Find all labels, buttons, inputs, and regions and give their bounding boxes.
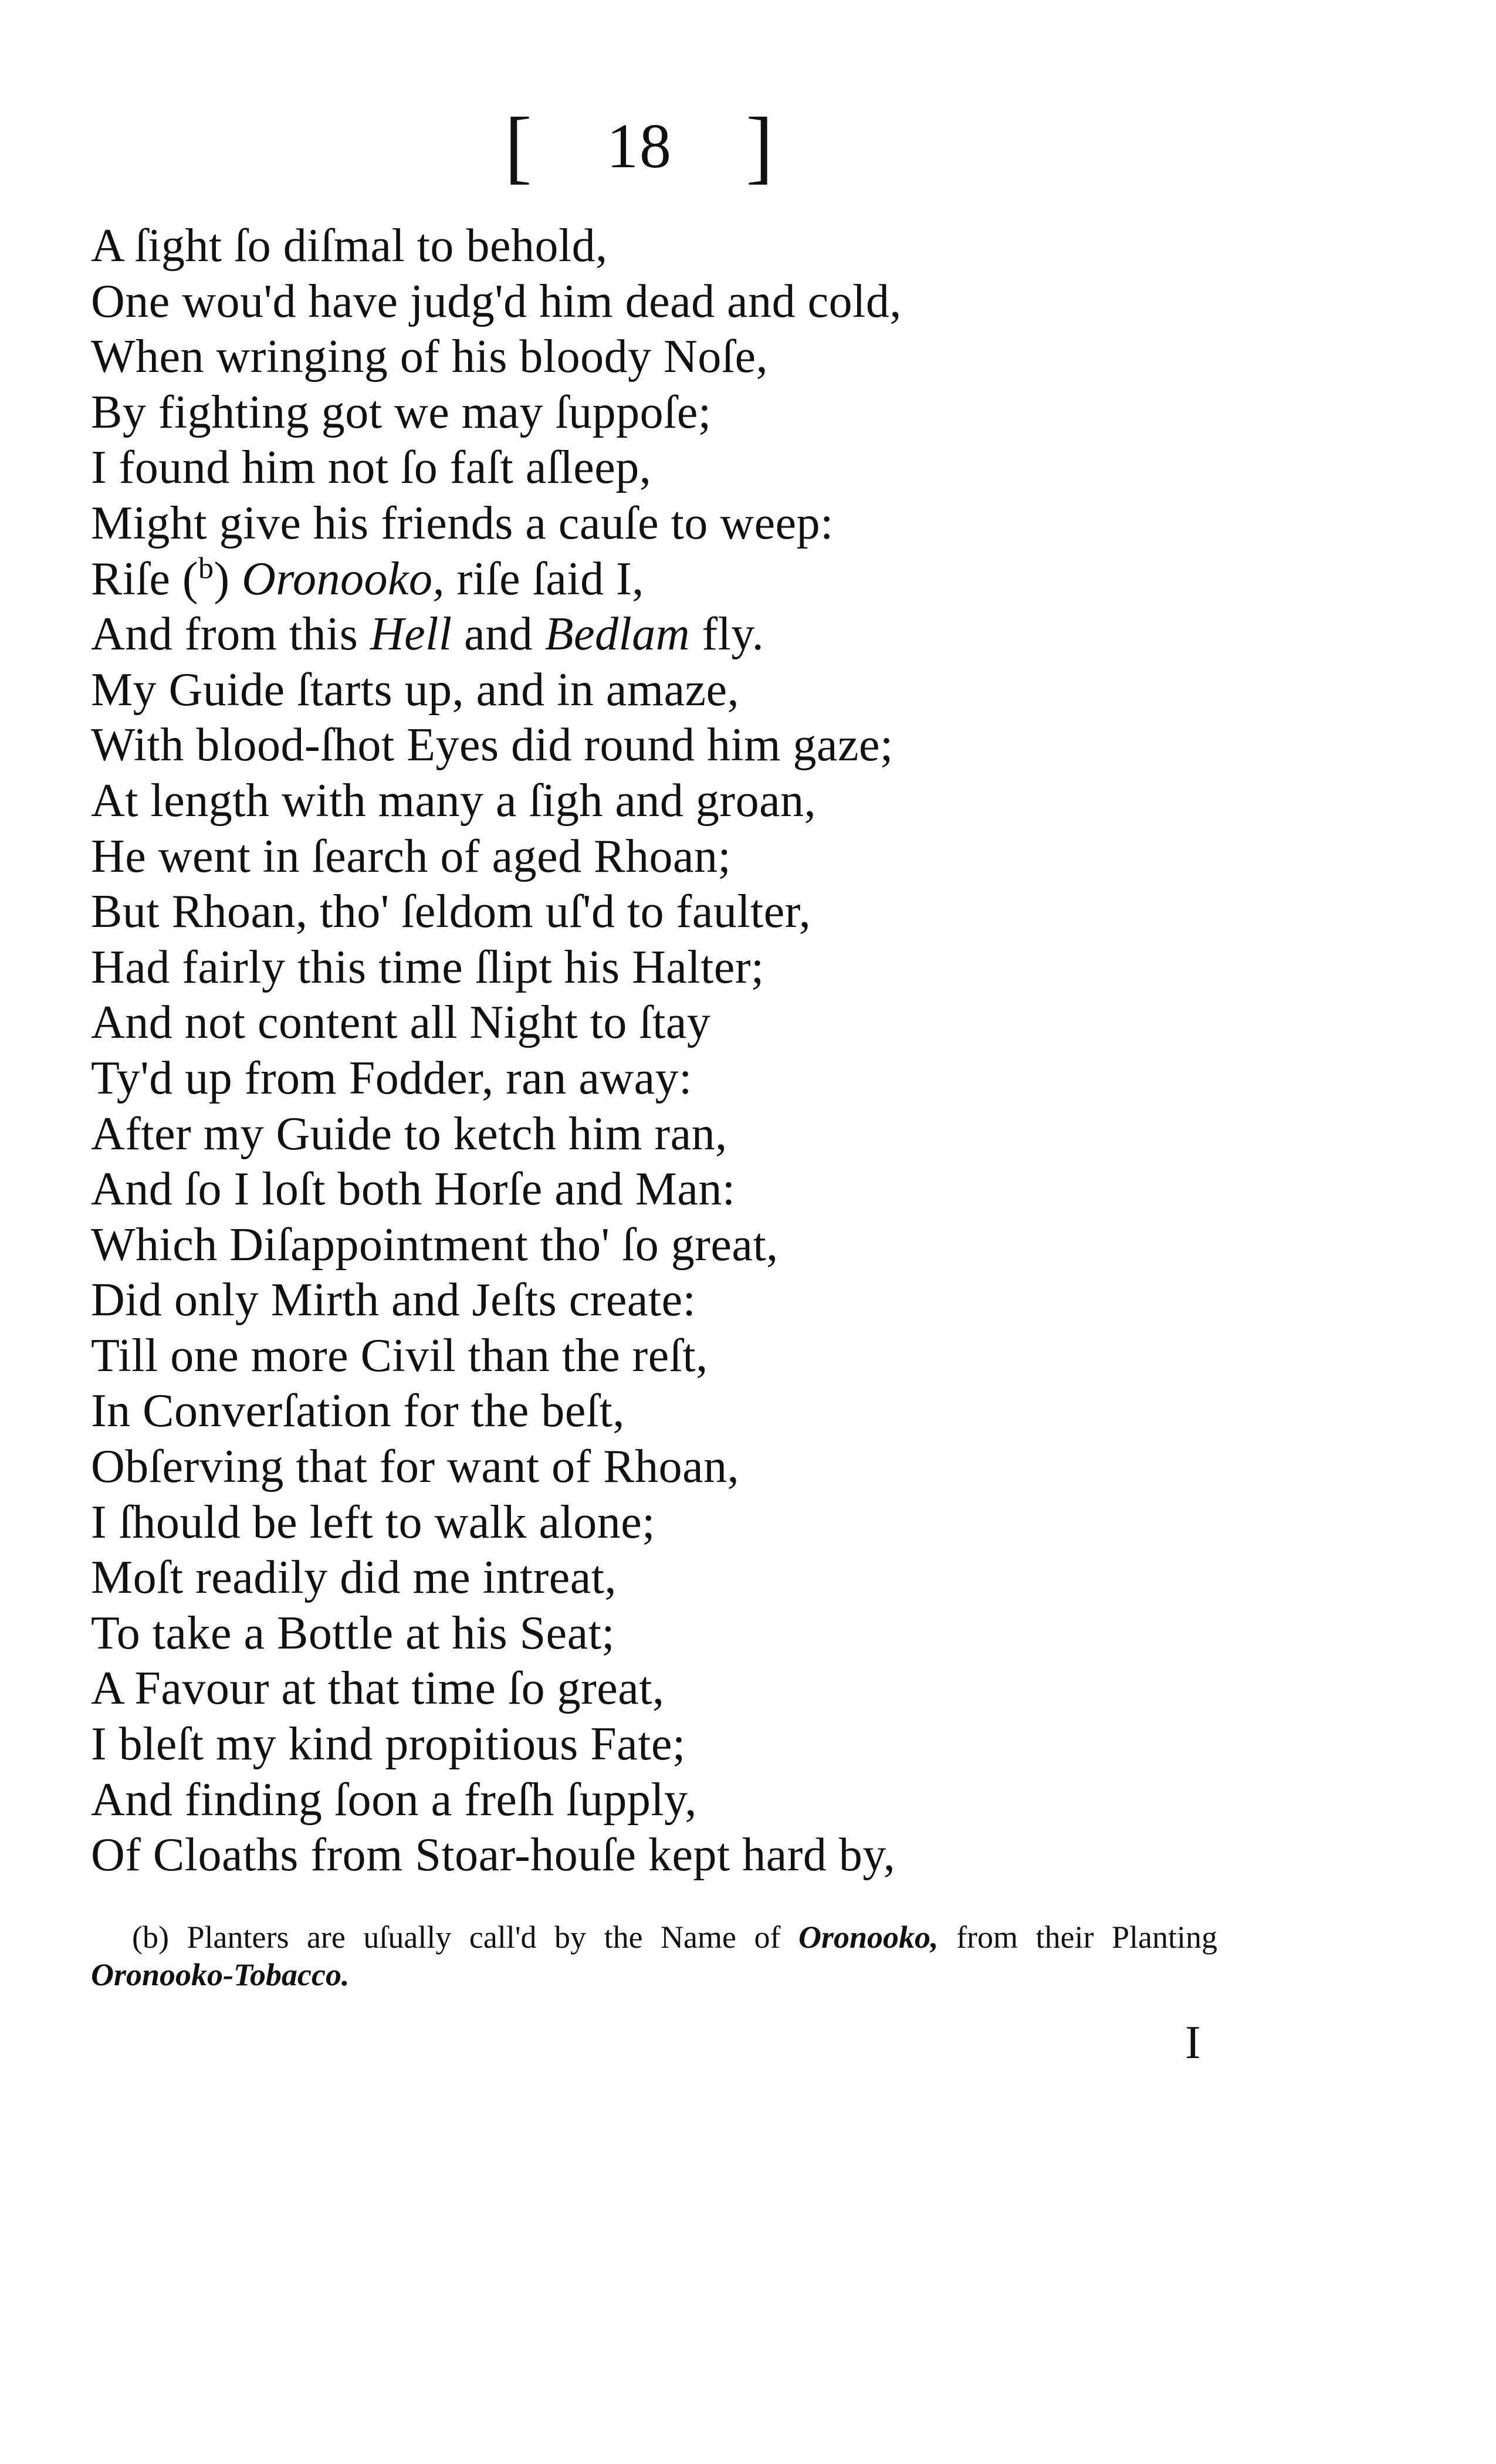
italic-word: Bedlam <box>544 608 691 661</box>
catchword: I <box>1185 2017 1201 2069</box>
poem-line: And finding ſoon a freſh ſupply, <box>91 1773 697 1826</box>
footnote-marker: (b) <box>132 1920 169 1955</box>
footnote-italic-tobacco: Oronooko-Tobacco. <box>91 1957 350 1992</box>
poem-line: Moſt readily did me intreat, <box>91 1552 617 1604</box>
poem-line: I ſhould be left to walk alone; <box>91 1496 655 1548</box>
poem-line: But Rhoan, tho' ſeldom uſ'd to faulter, <box>91 886 811 938</box>
poem-line: Might give his friends a cauſe to weep: <box>91 497 834 549</box>
poem-body <box>91 218 1382 1883</box>
poem-line: A ſight ſo diſmal to behold, <box>91 220 608 272</box>
poem-line: Till one more Civil than the reſt, <box>91 1329 708 1382</box>
poem-line: One wou'd have judg'd him dead and cold, <box>91 275 902 327</box>
poem-line: After my Guide to ketch him ran, <box>91 1108 727 1160</box>
poem-line: And from this Hell and Bedlam fly. <box>91 608 764 661</box>
footnote-text-middle: from their Planting <box>956 1920 1218 1955</box>
footnote-reference: b <box>198 551 214 585</box>
close-bracket: ] <box>746 101 774 192</box>
footnote-text-before: Planters are uſually call'd by the Name of <box>187 1920 781 1955</box>
poem-line: My Guide ſtarts up, and in amaze, <box>91 664 740 716</box>
poem-line: Ty'd up from Fodder, ran away: <box>91 1052 692 1104</box>
poem-line: I bleſt my kind propitious Fate; <box>91 1718 686 1771</box>
poem-line: Riſe ($^b$) Oronooko, riſe ſaid I, <box>91 551 644 605</box>
poem-line: He went in ſearch of aged Rhoan; <box>91 830 732 882</box>
poem-line: I found him not ſo faſt aſleep, <box>91 442 652 494</box>
italic-word: Oronooko, <box>242 553 445 605</box>
poem-line: Obſerving that for want of Rhoan, <box>91 1441 740 1493</box>
page-number: 18 <box>607 111 672 181</box>
poem-line: Which Diſappointment tho' ſo great, <box>91 1219 779 1271</box>
poem-line: With blood-ſhot Eyes did round him gaze; <box>91 719 893 771</box>
open-bracket: [ <box>505 101 533 192</box>
poem-line: In Converſation for the beſt, <box>91 1385 625 1437</box>
footnote-italic-oronooko: Oronooko, <box>798 1920 939 1955</box>
poem-line: To take a Bottle at his Seat; <box>91 1607 615 1659</box>
poem-line: And ſo I loſt both Horſe and Man: <box>91 1163 736 1216</box>
poem-line: At length with many a ſigh and groan, <box>91 774 817 827</box>
poem-line: And not content all Night to ſtay <box>91 997 711 1049</box>
poem-line: Of Cloaths from Stoar-houſe kept hard by, <box>91 1829 896 1881</box>
poem-line: By fighting got we may ſuppoſe; <box>91 386 712 438</box>
poem-line: Did only Mirth and Jeſts create: <box>91 1274 696 1326</box>
poem-line: A Favour at that time ſo great, <box>91 1663 665 1715</box>
italic-word: Hell <box>370 608 452 661</box>
page-number-header <box>505 101 774 192</box>
poem-line: When wringing of his bloody Noſe, <box>91 331 769 383</box>
poem-line: Had fairly this time ſlipt his Halter; <box>91 941 764 993</box>
footnote <box>91 1918 1217 1993</box>
